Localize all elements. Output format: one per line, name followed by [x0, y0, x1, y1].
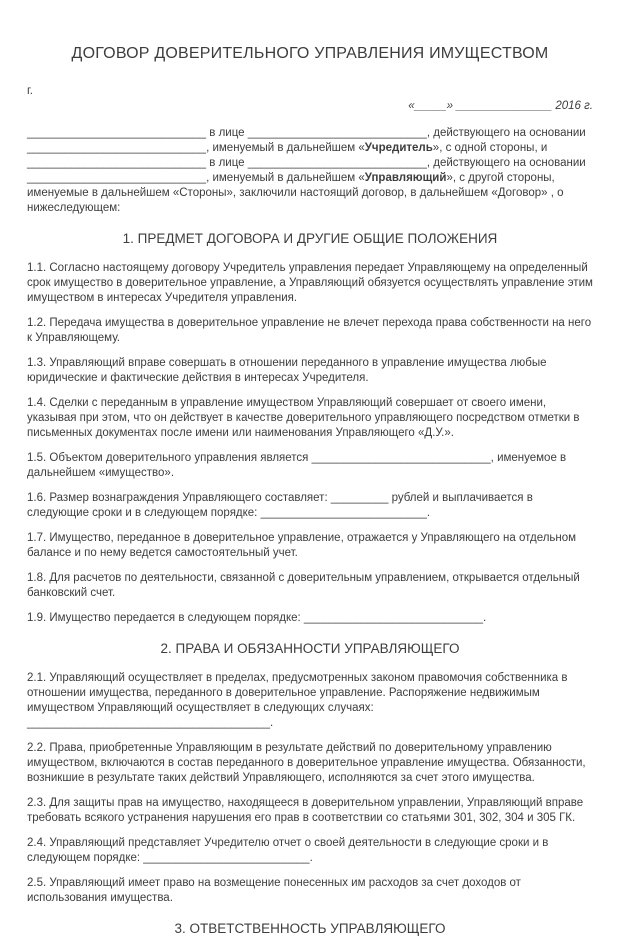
clause-2-2: 2.2. Права, приобретенные Управляющим в результате действий по доверительному управлению имуществом, включаются в состав переданного в доверительное управление имущества. Обязанности, возникшие в результате таких действий Управляющего, исполняются за счет этого имущества.	[27, 742, 586, 784]
clause-2-5: 2.5. Управляющий имеет право на возмещение понесенных им расходов за счет доходов от использования имущества.	[27, 877, 521, 904]
clause-1-2: 1.2. Передача имущества в доверительное управление не влечет перехода права собственности на него к Управляющему.	[27, 317, 592, 344]
date-blank-line: «_____» _______________ 2016 г.	[408, 100, 593, 112]
clause-2-1: 2.1. Управляющий осуществляет в пределах, предусмотренных законом правомочия собственника в отношении имущества, переданного в доверительное управление. Распоряжение недвижимым имуществом Управляющий осуществляет в следующих случаях: ______________________________________.	[27, 672, 568, 729]
clause-1-6: 1.6. Размер вознаграждения Управляющего составляет: _________ рублей и выплачивается в следующие сроки и в следующем порядке: __________________________.	[27, 492, 533, 519]
section-1-heading: 1. ПРЕДМЕТ ДОГОВОРА И ДРУГИЕ ОБЩИЕ ПОЛОЖЕНИЯ	[122, 231, 498, 246]
city-label: г.	[27, 85, 33, 97]
clause-1-7: 1.7. Имущество, переданное в доверительное управление, отражается у Управляющего на отдельном балансе и по нему ведется самостоятельный учет.	[27, 532, 577, 559]
clause-1-4: 1.4. Сделки с переданным в управление имуществом Управляющий совершает от своего имени, указывая при этом, что он действует в качестве доверительного управляющего посредством отметки в письменных документах после имени или наименования Управляющего «Д.У.».	[27, 397, 580, 439]
document-title: ДОГОВОР ДОВЕРИТЕЛЬНОГО УПРАВЛЕНИЯ ИМУЩЕСТВОМ	[71, 45, 549, 62]
clause-1-3: 1.3. Управляющий вправе совершать в отношении переданного в управление имущества любые юридические и фактические действия в интересах Учредителя.	[27, 357, 547, 384]
clause-2-4: 2.4. Управляющий представляет Учредителю отчет о своей деятельности в следующие сроки и в следующем порядке: __________________________.	[27, 837, 549, 864]
clause-1-8: 1.8. Для расчетов по деятельности, связанной с доверительным управлением, открывается отдельный банковский счет.	[27, 572, 580, 599]
section-2-heading: 2. ПРАВА И ОБЯЗАННОСТИ УПРАВЛЯЮЩЕГО	[160, 641, 460, 656]
clause-1-1: 1.1. Согласно настоящему договору Учредитель управления передает Управляющему на определенный срок имущество в доверительное управление, а Управляющий обязуется осуществлять управление этим имуществом в интересах Учредителя управления.	[27, 262, 593, 304]
clause-1-9: 1.9. Имущество передается в следующем порядке: ____________________________.	[27, 612, 487, 624]
preamble-paragraph: ____________________________ в лице ____________________________, действующего на основании ____________________________, именуемый в дальнейшем «Учредитель», с одной стороны, и ____________________________ в лице ____________________________, действующего на основании ____________________________, именуемый в дальнейшем «Управляющий», с другой стороны, именуемые в дальнейшем «Стороны», заключили настоящий договор, в дальнейшем «Договор» , о нижеследующем:	[27, 127, 586, 214]
section-3-heading: 3. ОТВЕТСТВЕННОСТЬ УПРАВЛЯЮЩЕГО	[174, 921, 446, 936]
clause-1-5: 1.5. Объектом доверительного управления является ____________________________, именуемое в дальнейшем «имущество».	[27, 452, 567, 479]
clause-2-3: 2.3. Для защиты прав на имущество, находящееся в доверительном управлении, Управляющий вправе требовать всякого устранения нарушения его прав в соответствии со статьями 301, 302, 304 и 305 ГК.	[27, 797, 584, 824]
